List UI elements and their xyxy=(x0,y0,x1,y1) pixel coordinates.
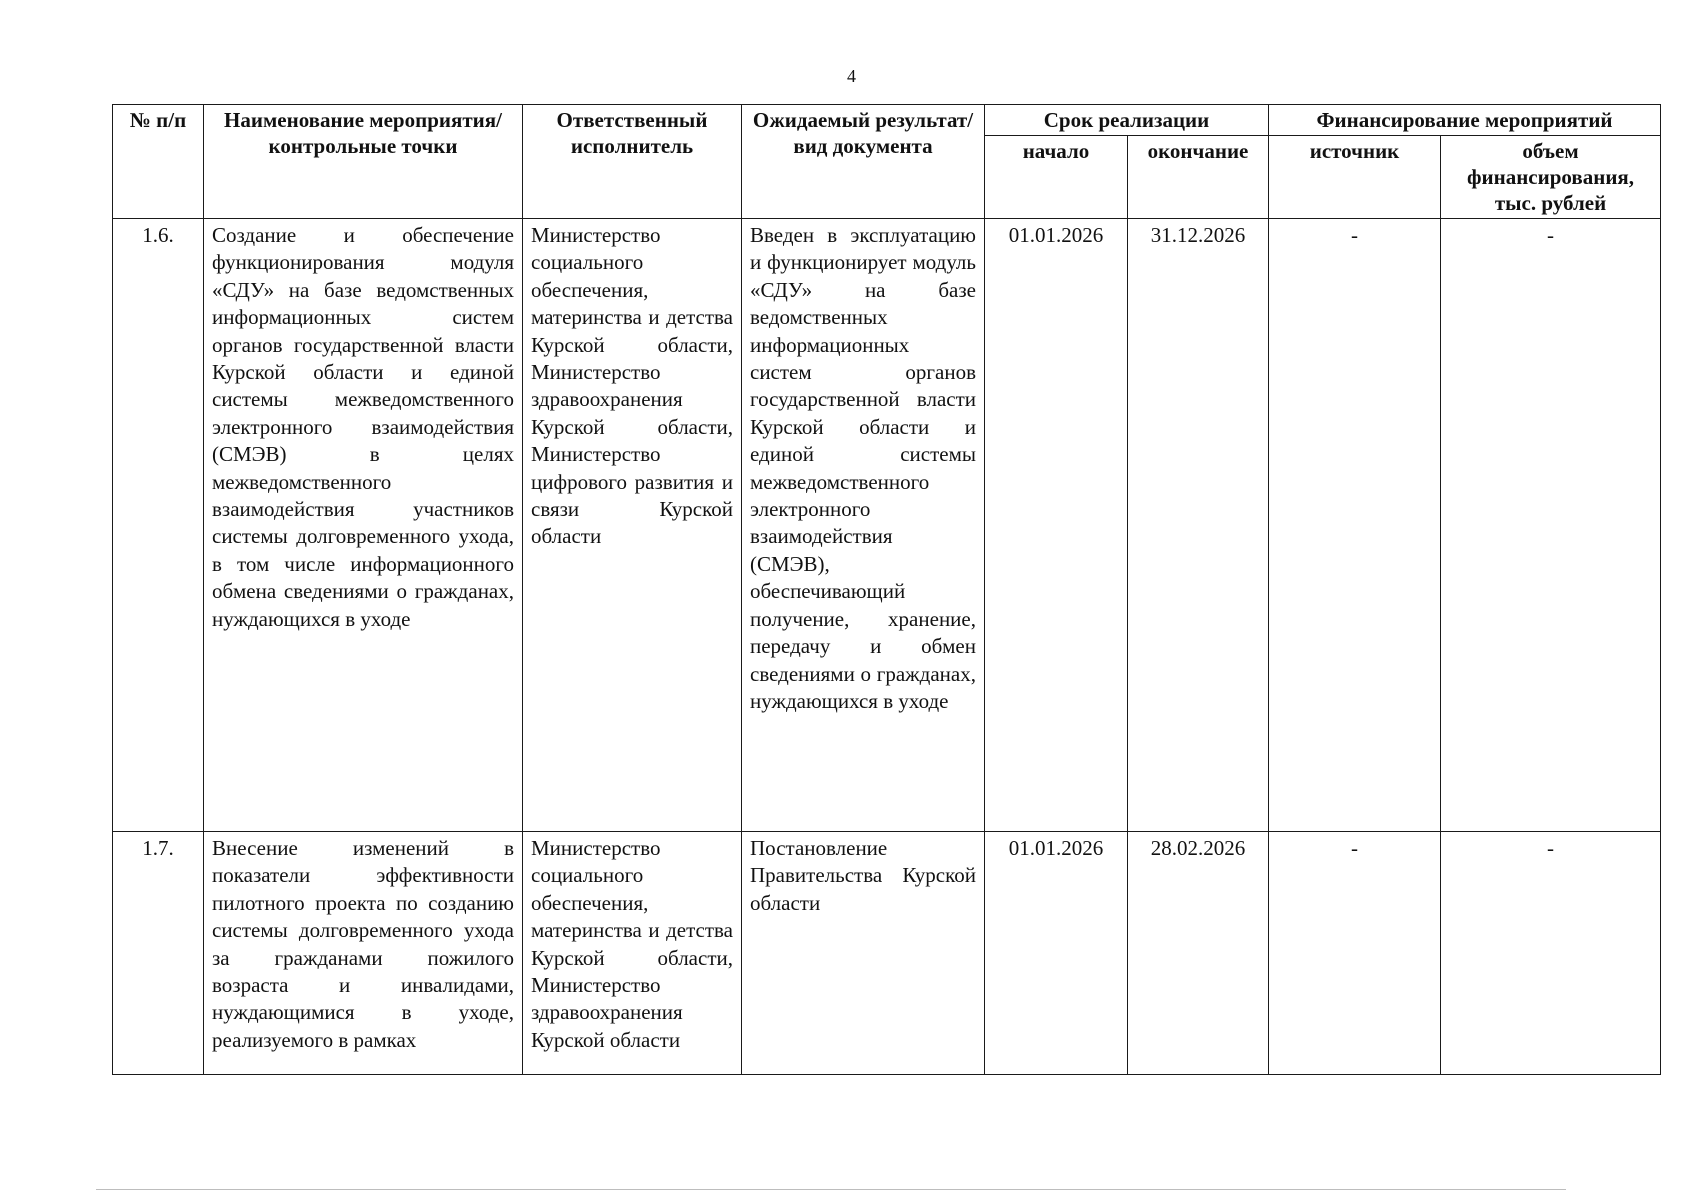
header-row-top xyxy=(113,105,1661,136)
row-name: Внесение изменений в показатели эффективности пилотного проекта по созданию системы долговременного ухода за гражданами пожилого возраста и инвалидами, нуждающимися в уходе, реализуемого в рамках xyxy=(204,832,523,1075)
header-financing-source: источник xyxy=(1269,136,1441,219)
row-num: 1.6. xyxy=(113,219,204,832)
table-row xyxy=(113,832,1661,1075)
page-number: 4 xyxy=(847,66,856,86)
header-result: Ожидаемый результат/вид документа xyxy=(742,105,985,219)
row-start-date: 01.01.2026 xyxy=(985,219,1128,832)
header-financing-volume: объем финансирования, тыс. рублей xyxy=(1441,136,1661,219)
header-responsible: Ответственный исполнитель xyxy=(523,105,742,219)
activities-table xyxy=(112,104,1661,1075)
row-responsible: Министерство социального обеспечения, материнства и детства Курской области, Министерство здравоохранения Курской области xyxy=(523,832,742,1075)
row-name: Создание и обеспечение функционирования модуля «СДУ» на базе ведомственных информационных систем органов государственной власти Курской области и единой системы межведомственного электронного взаимодействия (СМЭВ) в целях межведомственного взаимодействия участников системы долговременного ухода, в том числе информационного обмена сведениями о гражданах, нуждающихся в уходе xyxy=(204,219,523,832)
header-period-end: окончание xyxy=(1128,136,1269,219)
row-result: Постановление Правительства Курской области xyxy=(742,832,985,1075)
row-end-date: 28.02.2026 xyxy=(1128,832,1269,1075)
table-row xyxy=(113,219,1661,832)
page-bottom-divider xyxy=(96,1189,1566,1190)
row-source: - xyxy=(1269,219,1441,832)
row-result: Введен в эксплуатацию и функционирует модуль «СДУ» на базе ведомственных информационных систем органов государственной власти Курской области и единой системы межведомственного электронного взаимодействия (СМЭВ), обеспечивающий получение, хранение, передачу и обмен сведениями о гражданах, нуждающихся в уходе xyxy=(742,219,985,832)
header-num: № п/п xyxy=(113,105,204,219)
row-start-date: 01.01.2026 xyxy=(985,832,1128,1075)
row-end-date: 31.12.2026 xyxy=(1128,219,1269,832)
header-name: Наименование мероприятия/контрольные точки xyxy=(204,105,523,219)
row-volume: - xyxy=(1441,219,1661,832)
row-responsible: Министерство социального обеспечения, материнства и детства Курской области, Министерство здравоохранения Курской области, Министерство цифрового развития и связи Курской области xyxy=(523,219,742,832)
header-period-start: начало xyxy=(985,136,1128,219)
header-period: Срок реализации xyxy=(985,105,1269,136)
row-source: - xyxy=(1269,832,1441,1075)
header-financing: Финансирование мероприятий xyxy=(1269,105,1661,136)
row-volume: - xyxy=(1441,832,1661,1075)
row-num: 1.7. xyxy=(113,832,204,1075)
